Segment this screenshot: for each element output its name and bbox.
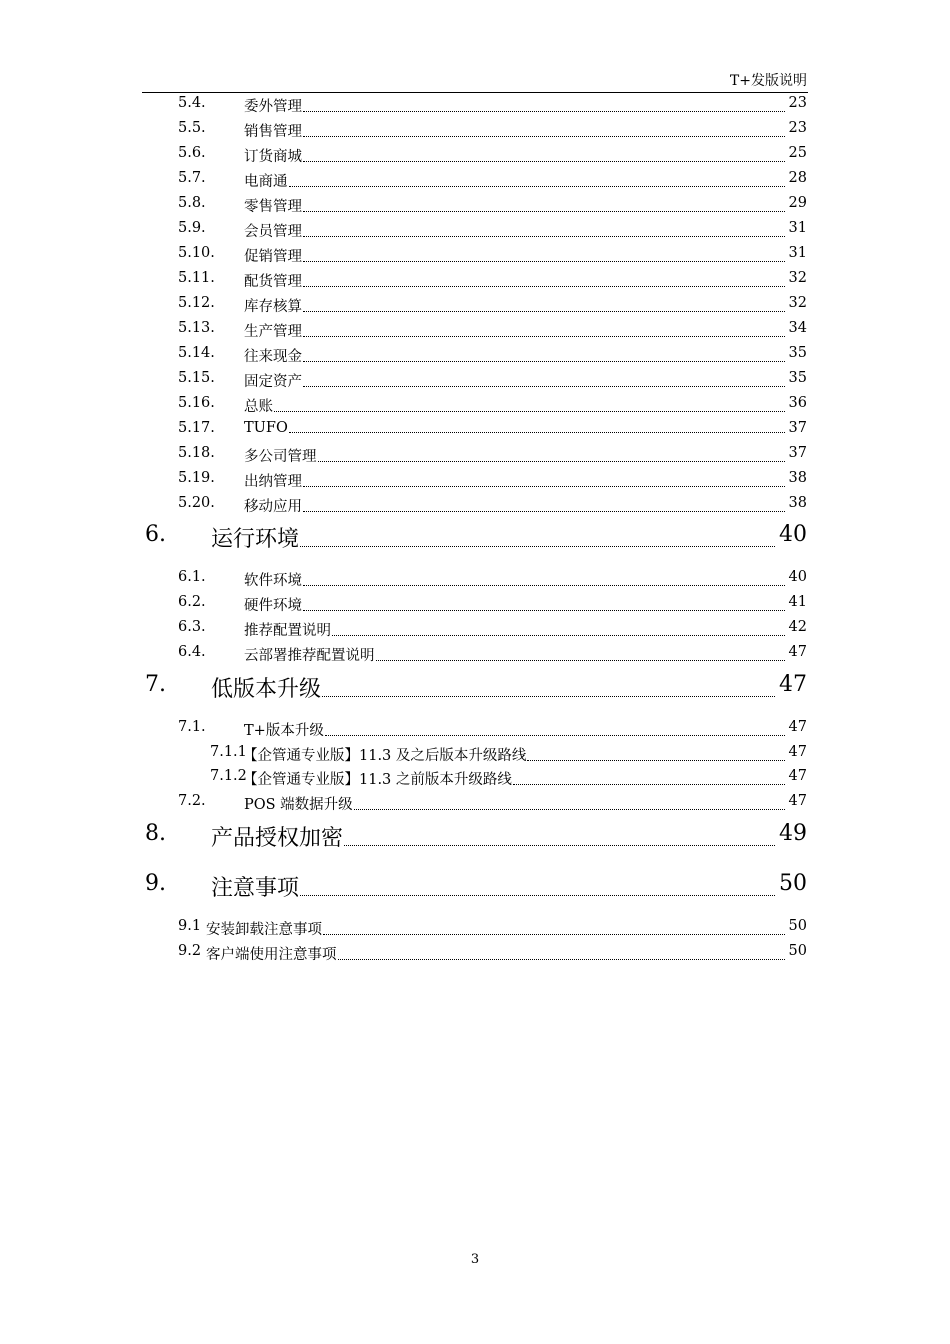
toc-entry-page: 42 [788,619,807,635]
toc-entry-page: 29 [788,195,807,211]
toc-entry-page: 28 [788,170,807,186]
toc-dot-leader [376,660,785,661]
toc-entry-title: 生产管理 [244,324,302,340]
toc-entry-page: 47 [788,644,807,660]
toc-entry-title: 电商通 [244,174,288,190]
toc-entry-number: 5.6. [178,145,206,161]
toc-dot-leader [289,432,785,433]
toc-entry-number: 5.8. [178,195,206,211]
toc-dot-leader [303,211,785,212]
toc-entry-title: POS 端数据升级 [244,797,353,813]
toc-entry-number: 6.1. [178,569,206,585]
toc-entry[interactable] [0,821,950,851]
toc-entry[interactable] [0,644,950,666]
toc-entry-title: 促销管理 [244,249,302,265]
toc-entry-number: 5.14. [178,345,215,361]
toc-entry[interactable] [0,270,950,292]
toc-entry-title: 配货管理 [244,274,302,290]
toc-entry-number: 7.2. [178,793,206,809]
toc-entry-number: 8. [145,821,166,846]
toc-entry[interactable] [0,345,950,367]
toc-entry-page: 47 [788,768,807,784]
toc-entry[interactable] [0,220,950,242]
toc-entry-title: 固定资产 [244,374,302,390]
toc-dot-leader [303,236,785,237]
toc-entry-number: 6.3. [178,619,206,635]
toc-entry-title: T+版本升级 [244,723,324,739]
toc-entry[interactable] [0,470,950,492]
toc-entry-page: 35 [788,345,807,361]
toc-entry[interactable] [0,594,950,616]
toc-dot-leader [318,461,785,462]
toc-entry-page: 47 [788,793,807,809]
toc-entry[interactable] [0,420,950,442]
toc-entry-title: 库存核算 [244,299,302,315]
toc-dot-leader [527,760,784,761]
toc-entry-title: 注意事项 [211,876,300,901]
toc-dot-leader [300,546,775,547]
toc-entry-title: 多公司管理 [244,449,317,465]
toc-entry-number: 5.10. [178,245,215,261]
toc-entry-title: 推荐配置说明 [244,623,331,639]
toc-entry-page: 50 [779,871,807,896]
toc-dot-leader [303,161,785,162]
toc-entry-title: 出纳管理 [244,474,302,490]
document-header-title: T+发版说明 [729,73,807,89]
toc-entry[interactable] [0,943,950,965]
toc-entry-title: 软件环境 [244,573,302,589]
toc-entry-page: 37 [788,420,807,436]
toc-dot-leader [338,959,785,960]
toc-entry-number: 9. [145,871,166,896]
toc-entry[interactable] [0,295,950,317]
toc-dot-leader [323,934,785,935]
toc-dot-leader [303,511,785,512]
toc-entry-number: 7.1. [178,719,206,735]
toc-entry-title: 客户端使用注意事项 [206,947,337,963]
toc-entry-page: 40 [788,569,807,585]
toc-entry[interactable] [0,495,950,517]
toc-entry-page: 31 [788,220,807,236]
toc-dot-leader [303,286,785,287]
toc-entry-page: 47 [779,672,807,697]
toc-dot-leader [332,635,785,636]
toc-entry-number: 5.15. [178,370,215,386]
toc-entry[interactable] [0,370,950,392]
toc-entry-title: 安装卸载注意事项 [206,922,322,938]
toc-entry-title: TUFO [244,420,288,436]
toc-entry[interactable] [0,95,950,117]
toc-entry-number: 5.4. [178,95,206,111]
toc-entry[interactable] [0,871,950,901]
toc-entry[interactable] [0,793,950,815]
toc-entry-page: 49 [779,821,807,846]
toc-entry-page: 47 [788,744,807,760]
toc-entry[interactable] [0,445,950,467]
toc-dot-leader [303,361,785,362]
toc-entry-page: 50 [788,918,807,934]
toc-dot-leader [303,336,785,337]
toc-entry-title: 移动应用 [244,499,302,515]
toc-dot-leader [289,186,785,187]
toc-entry-page: 32 [788,295,807,311]
page-number: 3 [470,1252,480,1267]
toc-dot-leader [513,784,785,785]
toc-entry-title: 低版本升级 [211,677,322,702]
toc-entry-title: 订货商城 [244,149,302,165]
toc-dot-leader [303,486,785,487]
toc-entry-number: 9.2 [178,943,202,959]
toc-entry-number: 7. [145,672,166,697]
toc-entry-page: 41 [788,594,807,610]
toc-entry-title: 零售管理 [244,199,302,215]
toc-entry-number: 5.13. [178,320,215,336]
toc-entry-page: 40 [779,522,807,547]
toc-entry[interactable] [0,918,950,940]
toc-entry-number: 6.2. [178,594,206,610]
toc-dot-leader [303,585,785,586]
toc-entry-title: 委外管理 [244,99,302,115]
toc-entry[interactable] [0,768,950,790]
toc-dot-leader [325,735,785,736]
toc-entry-title: 往来现金 [244,349,302,365]
toc-entry-page: 23 [788,95,807,111]
toc-entry-title: 会员管理 [244,224,302,240]
toc-entry-number: 6. [145,522,166,547]
toc-entry[interactable] [0,145,950,167]
toc-entry[interactable] [0,522,950,552]
toc-entry-page: 38 [788,470,807,486]
toc-entry-number: 5.17. [178,420,215,436]
toc-entry-number: 5.20. [178,495,215,511]
toc-entry-title: 硬件环境 [244,598,302,614]
toc-entry-page: 38 [788,495,807,511]
toc-entry[interactable] [0,395,950,417]
toc-entry-page: 32 [788,270,807,286]
toc-dot-leader [300,895,775,896]
toc-entry[interactable] [0,195,950,217]
toc-entry-title: 产品授权加密 [211,826,344,851]
toc-entry-page: 23 [788,120,807,136]
toc-entry[interactable] [0,672,950,702]
toc-entry-page: 35 [788,370,807,386]
toc-entry-page: 31 [788,245,807,261]
toc-entry-title: 云部署推荐配置说明 [244,648,375,664]
toc-entry[interactable] [0,719,950,741]
toc-dot-leader [303,386,785,387]
toc-entry-page: 37 [788,445,807,461]
toc-entry[interactable] [0,619,950,641]
toc-entry-title: 销售管理 [244,124,302,140]
toc-entry-number: 6.4. [178,644,206,660]
toc-entry[interactable] [0,120,950,142]
toc-entry-number: 5.12. [178,295,215,311]
toc-entry-page: 36 [788,395,807,411]
toc-entry-title: 【企管通专业版】11.3 及之后版本升级路线 [243,748,527,764]
toc-entry-title: 运行环境 [211,527,300,552]
toc-entry-number: 7.1.1 [210,744,247,760]
toc-dot-leader [303,610,785,611]
toc-dot-leader [322,696,775,697]
toc-entry-number: 5.7. [178,170,206,186]
header-divider [142,92,808,93]
toc-entry-number: 5.16. [178,395,215,411]
toc-entry-number: 5.9. [178,220,206,236]
toc-entry-title: 总账 [244,399,273,415]
toc-dot-leader [303,111,785,112]
toc-entry-title: 【企管通专业版】11.3 之前版本升级路线 [243,772,512,788]
toc-entry[interactable] [0,245,950,267]
toc-entry-number: 9.1 [178,918,202,934]
toc-entry-number: 5.5. [178,120,206,136]
toc-entry-number: 5.11. [178,270,215,286]
toc-entry[interactable] [0,569,950,591]
toc-entry-number: 5.19. [178,470,215,486]
toc-entry-page: 34 [788,320,807,336]
toc-entry-page: 47 [788,719,807,735]
toc-dot-leader [354,809,785,810]
toc-entry-page: 25 [788,145,807,161]
toc-entry[interactable] [0,170,950,192]
toc-entry-number: 5.18. [178,445,215,461]
toc-entry-page: 50 [788,943,807,959]
toc-dot-leader [344,845,775,846]
toc-dot-leader [303,311,785,312]
toc-entry[interactable] [0,744,950,766]
toc-dot-leader [274,411,785,412]
toc-entry-number: 7.1.2 [210,768,247,784]
toc-entry[interactable] [0,320,950,342]
toc-dot-leader [303,261,785,262]
toc-dot-leader [303,136,785,137]
